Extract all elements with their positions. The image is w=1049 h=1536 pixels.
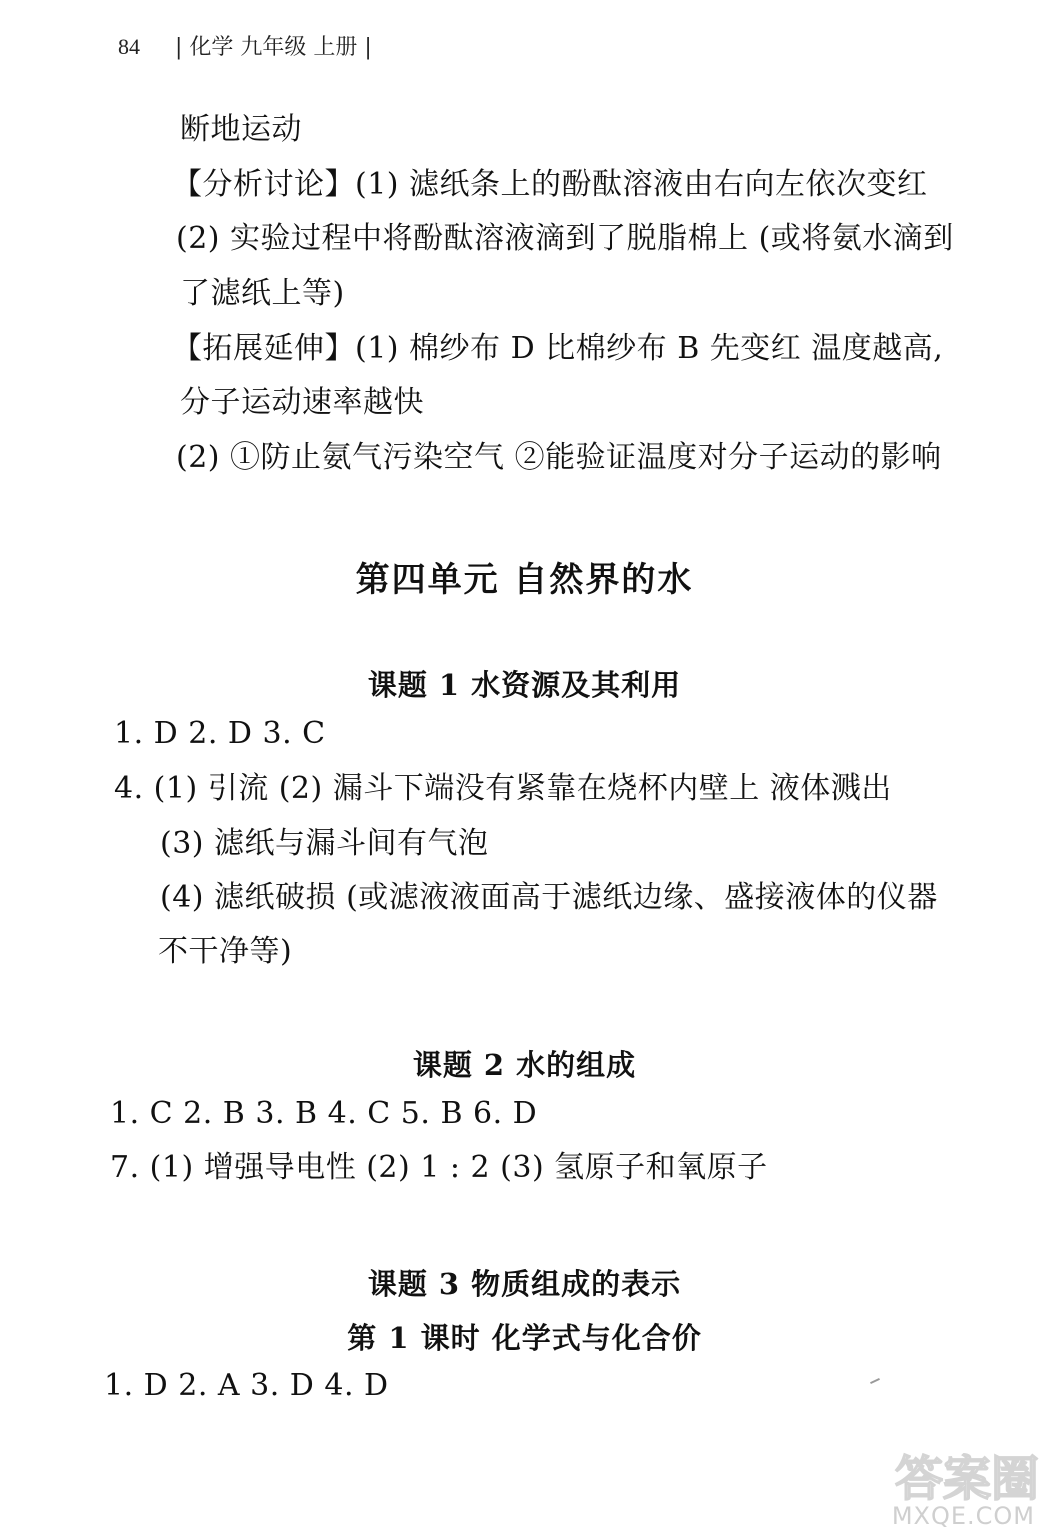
answer-line: 1. D 2. D 3. C [114, 716, 326, 751]
text-line: (2) 实验过程中将酚酞溶液滴到了脱脂棉上 (或将氨水滴到 [176, 221, 954, 256]
unit-heading: 第四单元 自然界的水 [355, 560, 694, 600]
scan-speck [870, 1378, 880, 1384]
answer-line: 4. (1) 引流 (2) 漏斗下端没有紧靠在烧杯内壁上 液体溅出 [114, 771, 892, 806]
watermark-logo: 答案圈 [894, 1451, 1039, 1507]
topic-heading: 课题 3 物质组成的表示 [367, 1267, 682, 1301]
text-line: 分子运动速率越快 [180, 385, 424, 420]
answer-line: (3) 滤纸与漏斗间有气泡 [160, 826, 489, 861]
watermark-site: MXQE.COM [891, 1502, 1035, 1530]
page-number: 84 [118, 34, 140, 59]
topic-heading: 课题 2 水的组成 [412, 1048, 637, 1082]
text-line: (2) ①防止氨气污染空气 ②能验证温度对分子运动的影响 [176, 440, 942, 475]
lesson-subheading: 第 1 课时 化学式与化合价 [347, 1321, 702, 1355]
text-line: 断地运动 [180, 112, 302, 147]
answer-line: 7. (1) 增强导电性 (2) 1 : 2 (3) 氢原子和氧原子 [110, 1150, 768, 1185]
text-line: 【分析讨论】(1) 滤纸条上的酚酞溶液由右向左依次变红 [172, 167, 928, 202]
answer-line: 不干净等) [158, 934, 293, 969]
topic-heading: 课题 1 水资源及其利用 [367, 668, 682, 702]
answer-line: 1. C 2. B 3. B 4. C 5. B 6. D [110, 1096, 538, 1131]
watermark [849, 1440, 1039, 1530]
answer-line: (4) 滤纸破损 (或滤液液面高于滤纸边缘、盛接液体的仪器 [160, 880, 938, 915]
answer-line: 1. D 2. A 3. D 4. D [104, 1368, 389, 1403]
text-line: 了滤纸上等) [180, 276, 345, 311]
book-title: | 化学 九年级 上册 | [175, 35, 372, 60]
text-line: 【拓展延伸】(1) 棉纱布 D 比棉纱布 B 先变红 温度越高, [172, 331, 944, 366]
page-header [118, 30, 372, 61]
